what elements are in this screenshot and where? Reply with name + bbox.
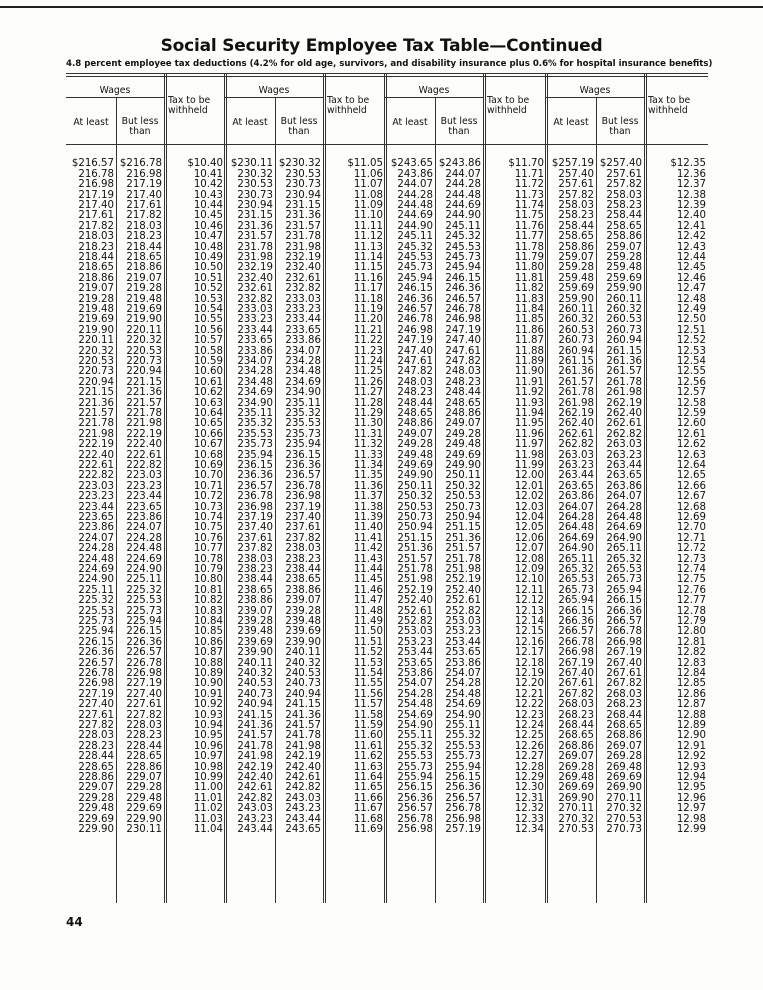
at-least-cell: 250.94 251.15 251.36 251.57 251.78 — [397, 522, 433, 576]
tax-cell: 12.50 12.51 12.52 12.53 12.54 — [676, 314, 706, 368]
at-least-header: At least — [553, 117, 589, 128]
at-least-cell: 251.98 252.19 252.40 252.61 252.82 — [397, 574, 433, 628]
tax-cell: 12.90 12.91 12.92 12.93 12.94 — [676, 730, 706, 784]
but-less-than-cell: 224.07 224.28 224.48 224.69 224.90 — [126, 522, 162, 576]
at-least-cell: 248.86 249.07 249.28 249.48 249.69 — [397, 418, 433, 472]
tax-cell: 12.05 12.06 12.07 12.08 12.09 — [514, 522, 544, 576]
at-least-cell: 241.57 241.78 241.98 242.19 242.40 — [237, 730, 273, 784]
tax-cell: 12.10 12.11 12.12 12.13 12.14 — [514, 574, 544, 628]
but-less-than-cell: 255.32 255.53 255.73 255.94 256.15 — [445, 730, 481, 784]
at-least-cell: 219.69 219.90 220.11 220.32 220.53 — [78, 314, 114, 368]
but-less-than-header: But less than — [601, 116, 639, 137]
at-least-cell: 267.61 267.82 268.03 268.23 268.44 — [558, 678, 594, 732]
tax-cell: 12.95 12.96 12.97 12.98 12.99 — [676, 782, 706, 836]
page-subtitle: 4.8 percent employee tax deductions (4.2% for old age, survivors, and disability insurance plus 0.6% for hospital insurance benefits) — [66, 59, 713, 69]
tax-cell: 11.30 11.31 11.32 11.33 11.34 — [353, 418, 383, 472]
but-less-than-cell: $257.40 257.61 257.82 258.03 258.23 — [599, 158, 642, 212]
wages-header: Wages — [258, 85, 290, 96]
at-least-cell: 234.28 234.48 234.69 234.90 235.11 — [237, 366, 273, 420]
at-least-cell: 253.03 253.23 253.44 253.65 253.86 — [397, 626, 433, 680]
tax-cell: 11.10 11.11 11.12 11.13 11.14 — [353, 210, 383, 264]
but-less-than-cell: 223.03 223.23 223.44 223.65 223.86 — [126, 470, 162, 524]
tax-cell: 12.65 12.66 12.67 12.68 12.69 — [676, 470, 706, 524]
at-least-cell: 260.32 260.53 260.73 260.94 261.15 — [558, 314, 594, 368]
tax-cell: 11.85 11.86 11.87 11.88 11.89 — [514, 314, 544, 368]
wages-header: Wages — [99, 85, 131, 96]
but-less-than-cell: 251.15 251.36 251.57 251.78 251.98 — [445, 522, 481, 576]
tax-cell: 11.40 11.41 11.42 11.43 11.44 — [353, 522, 383, 576]
at-least-cell: 247.82 248.03 248.23 248.44 248.65 — [397, 366, 433, 420]
at-least-cell: 266.57 266.78 266.98 267.19 267.40 — [558, 626, 594, 680]
tax-cell: 10.45 10.46 10.47 10.48 10.49 — [193, 210, 223, 264]
table-rule — [66, 73, 708, 74]
tax-cell: 12.20 12.21 12.22 12.23 12.24 — [514, 678, 544, 732]
tax-cell: 10.75 10.76 10.77 10.78 10.79 — [193, 522, 223, 576]
but-less-than-cell: 236.57 236.78 236.98 237.19 237.40 — [285, 470, 321, 524]
tax-cell: $12.35 12.36 12.37 12.38 12.39 — [670, 158, 706, 212]
but-less-than-header: But less than — [440, 116, 478, 137]
at-least-cell: 269.69 269.90 270.11 270.32 270.53 — [558, 782, 594, 836]
tax-header: Tax to be withheld — [648, 95, 691, 116]
at-least-cell: 223.86 224.07 224.28 224.48 224.69 — [78, 522, 114, 576]
at-least-header: At least — [392, 117, 428, 128]
but-less-than-cell: $216.78 216.98 217.19 217.40 217.61 — [119, 158, 162, 212]
but-less-than-cell: 252.19 252.40 252.61 252.82 253.03 — [445, 574, 481, 628]
at-least-cell: 237.40 237.61 237.82 238.03 238.23 — [237, 522, 273, 576]
at-least-cell: 258.23 258.44 258.65 258.86 259.07 — [558, 210, 594, 264]
but-less-than-cell: 239.69 239.90 240.11 240.32 240.53 — [285, 626, 321, 680]
but-less-than-header: But less than — [121, 116, 159, 137]
tax-cell: 10.55 10.56 10.57 10.58 10.59 — [193, 314, 223, 368]
tax-cell: 12.75 12.76 12.77 12.78 12.79 — [676, 574, 706, 628]
but-less-than-cell: 226.15 226.36 226.57 226.78 226.98 — [126, 626, 162, 680]
at-least-cell: 218.65 218.86 219.07 219.28 219.48 — [78, 262, 114, 316]
page-title: Social Security Employee Tax Table—Continued — [160, 36, 603, 56]
top-rule — [0, 6, 763, 8]
but-less-than-cell: 227.19 227.40 227.61 227.82 228.03 — [126, 678, 162, 732]
but-less-than-cell: 232.40 232.61 232.82 233.03 233.23 — [285, 262, 321, 316]
at-least-cell: 220.73 220.94 221.15 221.36 221.57 — [78, 366, 114, 420]
tax-cell: 11.75 11.76 11.77 11.78 11.79 — [514, 210, 544, 264]
tax-cell: 12.85 12.86 12.87 12.88 12.89 — [676, 678, 706, 732]
but-less-than-cell: 240.73 240.94 241.15 241.36 241.57 — [285, 678, 321, 732]
wages-rule — [546, 97, 644, 98]
wages-header: Wages — [418, 85, 450, 96]
wages-rule — [66, 97, 164, 98]
tax-cell: $11.70 11.71 11.72 11.73 11.74 — [508, 158, 544, 212]
at-least-cell: 236.36 236.57 236.78 236.98 237.19 — [237, 470, 273, 524]
tax-header: Tax to be withheld — [327, 95, 370, 116]
page-number: 44 — [66, 915, 83, 929]
at-least-cell: 229.07 229.28 229.48 229.69 229.90 — [78, 782, 114, 836]
at-least-cell: 263.44 263.65 263.86 264.07 264.28 — [558, 470, 594, 524]
but-less-than-header: But less than — [280, 116, 318, 137]
but-less-than-cell: 261.57 261.78 261.98 262.19 262.40 — [606, 366, 642, 420]
at-least-cell: 262.40 262.61 262.82 263.03 263.23 — [558, 418, 594, 472]
tax-cell: $11.05 11.06 11.07 11.08 11.09 — [347, 158, 383, 212]
but-less-than-cell: $230.32 230.53 230.73 230.94 231.15 — [278, 158, 321, 212]
but-less-than-cell: 266.78 266.98 267.19 267.40 267.61 — [606, 626, 642, 680]
tax-cell: 11.90 11.91 11.92 11.93 11.94 — [514, 366, 544, 420]
but-less-than-cell: 235.53 235.73 235.94 236.15 236.36 — [285, 418, 321, 472]
at-least-cell: 249.90 250.11 250.32 250.53 250.73 — [397, 470, 433, 524]
but-less-than-cell: 220.94 221.15 221.36 221.57 221.78 — [126, 366, 162, 420]
but-less-than-cell: 253.23 253.44 253.65 253.86 254.07 — [445, 626, 481, 680]
wages-rule — [385, 97, 483, 98]
but-less-than-cell: 231.36 231.57 231.78 231.98 232.19 — [285, 210, 321, 264]
tax-cell: 11.65 11.66 11.67 11.68 11.69 — [353, 782, 383, 836]
but-less-than-cell: 259.48 259.69 259.90 260.11 260.32 — [606, 262, 642, 316]
at-least-cell: 268.65 268.86 269.07 269.28 269.48 — [558, 730, 594, 784]
but-less-than-cell: 269.90 270.11 270.32 270.53 270.73 — [606, 782, 642, 836]
tax-cell: 12.55 12.56 12.57 12.58 12.59 — [676, 366, 706, 420]
tax-cell: 12.60 12.61 12.62 12.63 12.64 — [676, 418, 706, 472]
but-less-than-cell: 233.44 233.65 233.86 234.07 234.28 — [285, 314, 321, 368]
at-least-cell: $257.19 257.40 257.61 257.82 258.03 — [551, 158, 594, 212]
at-least-cell: 240.53 240.73 240.94 241.15 241.36 — [237, 678, 273, 732]
tax-cell: 12.15 12.16 12.17 12.18 12.19 — [514, 626, 544, 680]
but-less-than-cell: 225.11 225.32 225.53 225.73 225.94 — [126, 574, 162, 628]
but-less-than-cell: 246.98 247.19 247.40 247.61 247.82 — [445, 314, 481, 368]
tax-cell: 12.80 12.81 12.82 12.83 12.84 — [676, 626, 706, 680]
at-least-cell: 242.61 242.82 243.03 243.23 243.44 — [237, 782, 273, 836]
tax-cell: 11.20 11.21 11.22 11.23 11.24 — [353, 314, 383, 368]
tax-cell: 11.15 11.16 11.17 11.18 11.19 — [353, 262, 383, 316]
but-less-than-cell: 245.94 246.15 246.36 246.57 246.78 — [445, 262, 481, 316]
tax-cell: 10.80 10.81 10.82 10.83 10.84 — [193, 574, 223, 628]
at-least-cell: 231.15 231.36 231.57 231.78 231.98 — [237, 210, 273, 264]
tax-cell: 10.90 10.91 10.92 10.93 10.94 — [193, 678, 223, 732]
but-less-than-cell: 267.82 268.03 268.23 268.44 268.65 — [606, 678, 642, 732]
tax-cell: 12.00 12.01 12.02 12.03 12.04 — [514, 470, 544, 524]
at-least-cell: $243.65 243.86 244.07 244.28 244.48 — [390, 158, 433, 212]
tax-header: Tax to be withheld — [487, 95, 530, 116]
tax-cell: 12.25 12.26 12.27 12.28 12.29 — [514, 730, 544, 784]
at-least-cell: 226.98 227.19 227.40 227.61 227.82 — [78, 678, 114, 732]
but-less-than-cell: 217.82 218.03 218.23 218.44 218.65 — [126, 210, 162, 264]
tax-cell: 10.50 10.51 10.52 10.53 10.54 — [193, 262, 223, 316]
at-least-cell: 259.28 259.48 259.69 259.90 260.11 — [558, 262, 594, 316]
at-least-cell: 233.23 233.44 233.65 233.86 234.07 — [237, 314, 273, 368]
at-least-cell: 244.69 244.90 245.11 245.32 245.53 — [397, 210, 433, 264]
at-least-cell: 222.82 223.03 223.23 223.44 223.65 — [78, 470, 114, 524]
but-less-than-cell: 244.90 245.11 245.32 245.53 245.73 — [445, 210, 481, 264]
tax-cell: 11.55 11.56 11.57 11.58 11.59 — [353, 678, 383, 732]
at-least-cell: 235.32 235.53 235.73 235.94 236.15 — [237, 418, 273, 472]
at-least-cell: $230.11 230.32 230.53 230.73 230.94 — [230, 158, 273, 212]
at-least-cell: 228.03 228.23 228.44 228.65 228.86 — [78, 730, 114, 784]
at-least-cell: 254.07 254.28 254.48 254.69 254.90 — [397, 678, 433, 732]
at-least-cell: 261.36 261.57 261.78 261.98 262.19 — [558, 366, 594, 420]
but-less-than-cell: 238.65 238.86 239.07 239.28 239.48 — [285, 574, 321, 628]
but-less-than-cell: 254.28 254.48 254.69 254.90 255.11 — [445, 678, 481, 732]
tax-cell: 12.70 12.71 12.72 12.73 12.74 — [676, 522, 706, 576]
tax-cell: 11.50 11.51 11.52 11.53 11.54 — [353, 626, 383, 680]
at-least-cell: 264.48 264.69 264.90 265.11 265.32 — [558, 522, 594, 576]
but-less-than-cell: 219.90 220.11 220.32 220.53 220.73 — [126, 314, 162, 368]
tax-cell: 12.40 12.41 12.42 12.43 12.44 — [676, 210, 706, 264]
at-least-cell: 232.19 232.40 232.61 232.82 233.03 — [237, 262, 273, 316]
but-less-than-cell: $243.86 244.07 244.28 244.48 244.69 — [438, 158, 481, 212]
tax-cell: 11.45 11.46 11.47 11.48 11.49 — [353, 574, 383, 628]
wages-rule — [225, 97, 323, 98]
but-less-than-cell: 263.65 263.86 264.07 264.28 264.48 — [606, 470, 642, 524]
at-least-cell: 255.11 255.32 255.53 255.73 255.94 — [397, 730, 433, 784]
at-least-cell: 221.78 221.98 222.19 222.40 222.61 — [78, 418, 114, 472]
tax-cell: 11.25 11.26 11.27 11.28 11.29 — [353, 366, 383, 420]
but-less-than-cell: 228.23 228.44 228.65 228.86 229.07 — [126, 730, 162, 784]
tax-cell: 11.60 11.61 11.62 11.63 11.64 — [353, 730, 383, 784]
but-less-than-cell: 237.61 237.82 238.03 238.23 238.44 — [285, 522, 321, 576]
at-least-cell: 256.15 256.36 256.57 256.78 256.98 — [397, 782, 433, 836]
tax-cell: 11.35 11.36 11.37 11.38 11.39 — [353, 470, 383, 524]
tax-cell: 10.65 10.66 10.67 10.68 10.69 — [193, 418, 223, 472]
tax-cell: 11.00 11.01 11.02 11.03 11.04 — [193, 782, 223, 836]
at-least-cell: 217.61 217.82 218.03 218.23 218.44 — [78, 210, 114, 264]
tax-cell: 12.30 12.31 12.32 12.33 12.34 — [514, 782, 544, 836]
table-rule — [66, 76, 708, 77]
at-least-cell: 225.94 226.15 226.36 226.57 226.78 — [78, 626, 114, 680]
but-less-than-cell: 234.48 234.69 234.90 235.11 235.32 — [285, 366, 321, 420]
at-least-cell: 239.48 239.69 239.90 240.11 240.32 — [237, 626, 273, 680]
at-least-header: At least — [73, 117, 109, 128]
but-less-than-cell: 256.36 256.57 256.78 256.98 257.19 — [445, 782, 481, 836]
tax-cell: $10.40 10.41 10.42 10.43 10.44 — [187, 158, 223, 212]
tax-cell: 10.70 10.71 10.72 10.73 10.74 — [193, 470, 223, 524]
at-least-header: At least — [232, 117, 268, 128]
tax-cell: 10.85 10.86 10.87 10.88 10.89 — [193, 626, 223, 680]
at-least-cell: 245.73 245.94 246.15 246.36 246.57 — [397, 262, 433, 316]
at-least-cell: 246.78 246.98 247.19 247.40 247.61 — [397, 314, 433, 368]
wages-header: Wages — [579, 85, 611, 96]
at-least-cell: 238.44 238.65 238.86 239.07 239.28 — [237, 574, 273, 628]
tax-cell: 10.60 10.61 10.62 10.63 10.64 — [193, 366, 223, 420]
but-less-than-cell: 265.73 265.94 266.15 266.36 266.57 — [606, 574, 642, 628]
but-less-than-cell: 242.82 243.03 243.23 243.44 243.65 — [285, 782, 321, 836]
tax-header: Tax to be withheld — [168, 95, 211, 116]
tax-table — [66, 73, 708, 903]
but-less-than-cell: 248.03 248.23 248.44 248.65 248.86 — [445, 366, 481, 420]
at-least-cell: 265.53 265.73 265.94 266.15 266.36 — [558, 574, 594, 628]
tax-cell: 11.80 11.81 11.82 11.83 11.84 — [514, 262, 544, 316]
but-less-than-cell: 229.28 229.48 229.69 229.90 230.11 — [126, 782, 162, 836]
but-less-than-cell: 262.61 262.82 263.03 263.23 263.44 — [606, 418, 642, 472]
but-less-than-cell: 264.69 264.90 265.11 265.32 265.53 — [606, 522, 642, 576]
but-less-than-cell: 268.86 269.07 269.28 269.48 269.69 — [606, 730, 642, 784]
but-less-than-cell: 221.98 222.19 222.40 222.61 222.82 — [126, 418, 162, 472]
at-least-cell: 224.90 225.11 225.32 225.53 225.73 — [78, 574, 114, 628]
tax-cell: 11.95 11.96 11.97 11.98 11.99 — [514, 418, 544, 472]
at-least-cell: $216.57 216.78 216.98 217.19 217.40 — [71, 158, 114, 212]
but-less-than-cell: 241.78 241.98 242.19 242.40 242.61 — [285, 730, 321, 784]
tax-cell: 12.45 12.46 12.47 12.48 12.49 — [676, 262, 706, 316]
but-less-than-cell: 258.44 258.65 258.86 259.07 259.28 — [606, 210, 642, 264]
but-less-than-cell: 250.11 250.32 250.53 250.73 250.94 — [445, 470, 481, 524]
but-less-than-cell: 260.53 260.73 260.94 261.15 261.36 — [606, 314, 642, 368]
but-less-than-cell: 249.07 249.28 249.48 249.69 249.90 — [445, 418, 481, 472]
but-less-than-cell: 218.86 219.07 219.28 219.48 219.69 — [126, 262, 162, 316]
tax-cell: 10.95 10.96 10.97 10.98 10.99 — [193, 730, 223, 784]
table-rule — [66, 144, 708, 145]
